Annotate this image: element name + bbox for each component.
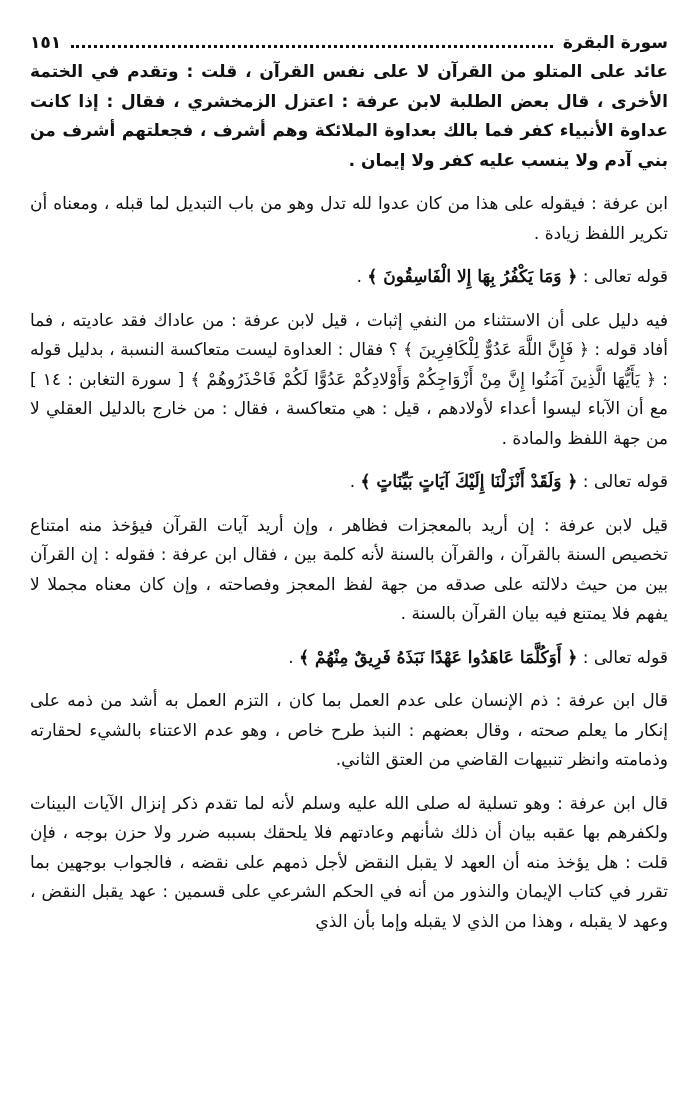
verse-heading xyxy=(30,468,668,498)
page-number: ١٥١ xyxy=(30,33,62,53)
verse-label: قوله تعالى : xyxy=(582,472,668,492)
quran-verse: ﴿ وَمَا يَكْفُرُ بِهَا إِلا الْفَاسِقُونَ ﴾ xyxy=(367,267,578,287)
verse-heading xyxy=(30,644,668,674)
paragraph: ابن عرفة : فيقوله على هذا من كان عدوا لله تدل وهو من باب التبديل لما قبله ، ومعناه أن تكرير اللفظ زيادة . xyxy=(30,194,668,244)
page-body xyxy=(30,58,668,1094)
paragraph: عائد على المتلو من القرآن لا على نفس القرآن ، قلت : وتقدم في الختمة الأخرى ، قال بعض الطلبة لابن عرفة : اعتزل الزمخشري ، فقال : إذا كانت عداوة الأنبياء كفر فما بالك بعداوة الملائكة وهم أشرف ، فجعلتهم أشرف من بني آدم ولا ينسب عليه كفر ولا إيمان . xyxy=(30,62,668,171)
verse-heading xyxy=(30,263,668,293)
book-page xyxy=(30,0,668,1094)
quran-verse: ﴿ وَلَقَدْ أَنْزَلْنَا إِلَيْكَ آيَاتٍ بَيِّنَاتٍ ﴾ xyxy=(360,472,578,492)
surah-title: سورة البقرة xyxy=(562,33,668,53)
paragraph: فيه دليل على أن الاستثناء من النفي إثبات ، قيل لابن عرفة : من عاداك فقد عاديته ، فما أفاد قوله : ﴿ فَإِنَّ اللَّهَ عَدُوٌّ لِلْكَافِرِينَ ﴾ ؟ فقال : العداوة ليست متعاكسة النسبة ، بدليل قوله : ﴿ يَأَيُّهَا الَّذِينَ آمَنُوا إِنَّ مِنْ أَزْوَاجِكُمْ وَأَوْلادِكُمْ عَدُوًّا لَكُمْ فَاحْذَرُوهُمْ ﴾ [ سورة التغابن : ١٤ ] مع أن الآباء ليسوا أعداء لأولادهم ، قيل : هي متعاكسة ، فقال : من خارج بالدليل العقلي لا من جهة اللفظ والمادة . xyxy=(30,310,668,449)
verse-end: . xyxy=(288,647,294,668)
verse-end: . xyxy=(356,267,362,287)
paragraph: قال ابن عرفة : وهو تسلية له صلى الله عليه وسلم لأنه لما تقدم ذكر إنزال الآيات البينات ولكفرهم بها عقبه بيان أن ذلك شأنهم وعادتهم فلا يلحقك بسببه ضرر ولا حزن بوجه ، فإن قلت : هل يؤخذ منه أن العهد لا يقبل النقض لأجل ذمهم على نقضه ، فالجواب بوجهين بما تقرر في كتاب الإيمان والنذور من أنه في الحكم الشرعي على قسمين : عهد يقبل النقض ، وعهد لا يقبله ، وهذا من الذي لا يقبله وإما بأن الذي xyxy=(30,793,668,932)
verse-end: . xyxy=(349,472,356,492)
paragraph: قيل لابن عرفة : إن أريد بالمعجزات فظاهر ، وإن أريد آيات القرآن فيؤخذ منه امتناع تخصيص السنة بالقرآن ، والقرآن بالسنة لأنه كلمة بين ، فقال ابن عرفة : فقوله : إن القرآن بين من حيث دلالته على صدقه من جهة لفظ المعجز وفصاحته ، وإن كان معناه مجملا لا يفهم فلا يمتنع فيه بيان القرآن بالسنة . xyxy=(30,515,668,624)
running-header xyxy=(30,30,668,56)
header-dotted-leader xyxy=(71,39,553,48)
quran-verse: ﴿ أَوَكُلَّمَا عَاهَدُوا عَهْدًا نَبَذَهُ فَرِيقٌ مِنْهُمْ ﴾ xyxy=(299,647,578,668)
paragraph: قال ابن عرفة : ذم الإنسان على عدم العمل بما كان ، التزم العمل به أشد من ذمه على إنكار ما يعلم صحته ، وقال بعضهم : النبذ طرح خاص ، وهو عدم الاعتناء بالشيء لحقارته وذمامته وانظر تنبيهات القاضي من العتق الثاني. xyxy=(30,691,668,770)
verse-label: قوله تعالى : xyxy=(582,267,668,287)
verse-label: قوله تعالى : xyxy=(582,647,668,668)
